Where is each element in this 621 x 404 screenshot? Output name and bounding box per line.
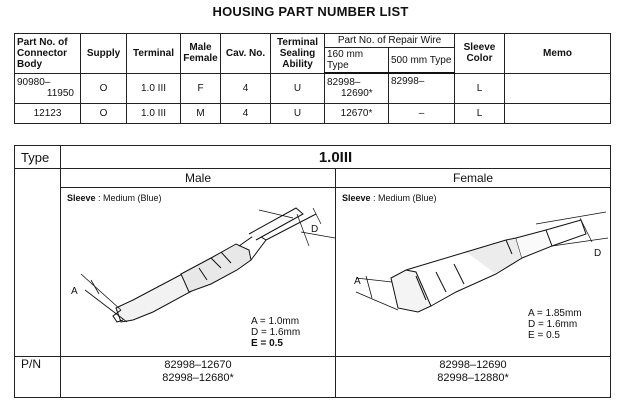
header-160mm: 160 mm Type <box>325 48 389 74</box>
male-sleeve-note <box>67 193 162 203</box>
wire-500-cell: – <box>389 103 455 123</box>
sleeve-value: : Medium (Blue) <box>370 193 437 203</box>
header-repair-wire: Part No. of Repair Wire <box>325 34 455 48</box>
wire-500-cell: 82998– <box>389 73 455 103</box>
supply-cell: O <box>81 73 127 103</box>
male-header: Male <box>61 169 336 188</box>
dim-line: D = 1.6mm <box>251 327 301 338</box>
dim-line: A = 1.0mm <box>251 316 300 327</box>
wire-160-cell: 12670* <box>325 103 389 123</box>
terminal-cell: 1.0 III <box>127 73 181 103</box>
header-male-female: Male Female <box>181 34 221 74</box>
header-terminal: Terminal <box>127 34 181 74</box>
dim-label-a: A <box>71 286 78 297</box>
wire-160-cell <box>325 73 389 103</box>
type-label: Type <box>15 146 61 169</box>
supply-cell: O <box>81 103 127 123</box>
table-row <box>15 73 611 103</box>
dim-line: E = 0.5 <box>528 330 560 341</box>
male-drawing-cell <box>61 188 336 357</box>
female-drawing-cell <box>336 188 611 357</box>
header-supply: Supply <box>81 34 127 74</box>
table-row <box>15 103 611 123</box>
wire-160-line: 12690* <box>341 88 373 100</box>
part-no-line: 11950 <box>46 88 74 99</box>
header-cav-no: Cav. No. <box>221 34 271 74</box>
dim-line: A = 1.85mm <box>528 308 582 319</box>
header-500mm: 500 mm Type <box>389 48 455 74</box>
sleeve-color-cell: L <box>455 73 505 103</box>
male-dimensions <box>251 316 300 349</box>
header-sealing: Terminal Sealing Ability <box>271 34 325 74</box>
dim-line: D = 1.6mm <box>528 319 578 330</box>
dim-line: E = 0.5 <box>251 338 283 349</box>
sleeve-label: Sleeve <box>342 193 371 203</box>
cav-no-cell: 4 <box>221 73 271 103</box>
male-female-cell: M <box>181 103 221 123</box>
sleeve-color-cell: L <box>455 103 505 123</box>
male-pn-cell <box>61 357 336 398</box>
dim-label-d: D <box>594 248 602 259</box>
housing-part-table <box>14 33 611 124</box>
type-value: 1.0III <box>61 146 611 169</box>
terminal-type-table <box>14 145 611 398</box>
sealing-cell: U <box>271 73 325 103</box>
female-dimensions <box>528 308 582 341</box>
part-no-cell <box>15 73 81 103</box>
female-header: Female <box>336 169 611 188</box>
terminal-cell: 1.0 III <box>127 103 181 123</box>
cav-no-cell: 4 <box>221 103 271 123</box>
female-sleeve-note <box>342 193 437 203</box>
header-part-no: Part No. of Connector Body <box>15 34 81 74</box>
part-number: 82998–12880* <box>437 372 509 384</box>
wire-160-line: 82998– <box>327 77 361 89</box>
part-no-line: 90980– <box>17 77 51 88</box>
sealing-cell: U <box>271 103 325 123</box>
sleeve-label: Sleeve <box>67 193 96 203</box>
sleeve-value: : Medium (Blue) <box>95 193 162 203</box>
dim-label-a: A <box>354 276 361 287</box>
memo-cell <box>505 73 611 103</box>
part-number: 82998–12680* <box>162 372 234 384</box>
dim-label-d: D <box>311 224 319 235</box>
header-memo: Memo <box>505 34 611 74</box>
male-female-cell: F <box>181 73 221 103</box>
blank-cell <box>15 169 61 357</box>
header-sleeve-color: Sleeve Color <box>455 34 505 74</box>
memo-cell <box>505 103 611 123</box>
pn-label: P/N <box>15 357 61 398</box>
part-number: 82998–12690 <box>439 359 507 371</box>
part-no-cell: 12123 <box>15 103 81 123</box>
page-title: HOUSING PART NUMBER LIST <box>212 4 409 19</box>
female-pn-cell <box>336 357 611 398</box>
part-number: 82998–12670 <box>164 359 232 371</box>
